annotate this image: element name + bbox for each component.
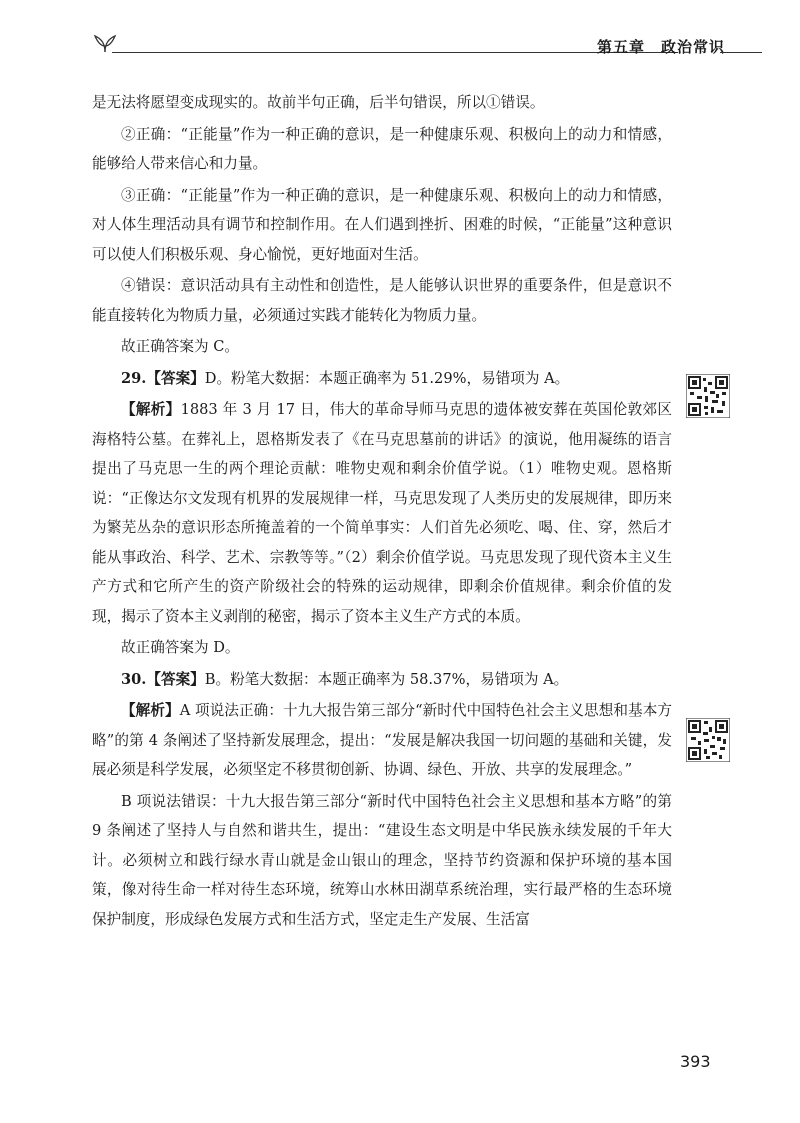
- paragraph-text: 是无法将愿望变成现实的。故前半句正确，后半句错误，所以①错误。: [92, 94, 545, 111]
- answer-tag: 【解析】: [121, 401, 181, 418]
- leaf-icon: [92, 32, 118, 54]
- qr-code-icon[interactable]: [686, 374, 730, 418]
- answer-explanation-body: [92, 88, 672, 936]
- answer-tag: 30.【答案】: [121, 670, 205, 688]
- paragraph: [92, 332, 672, 362]
- paragraph: [92, 181, 672, 270]
- paragraph: [92, 633, 672, 663]
- paragraph: [92, 665, 672, 695]
- header-rule-right: [720, 52, 762, 53]
- paragraph: [92, 271, 672, 330]
- paragraph-text: ③正确：“正能量”作为一种正确的意识，是一种健康乐观、积极向上的动力和情感，对人体生理活动具有调节和控制作用。在人们遇到挫折、困难的时候，“正能量”这种意识可以使人们积极乐观、身心愉悦，更好地面对生活。: [92, 186, 672, 263]
- paragraph-text: ②正确：“正能量”作为一种正确的意识，是一种健康乐观、积极向上的动力和情感，能够给人带来信心和力量。: [92, 125, 672, 172]
- paragraph-text: 故正确答案为 C。: [121, 338, 239, 355]
- paragraph-text: A 项说法正确：十九大报告第三部分“新时代中国特色社会主义思想和基本方略”的第 4 条阐述了坚持新发展理念，提出：“发展是解决我国一切问题的基础和关键，发展必须是科学发展，必须坚定不移贯彻创新、协调、绿色、开放、共享的发展理念。”: [92, 702, 672, 778]
- page-number: 393: [680, 1052, 711, 1071]
- paragraph-text: 1883 年 3 月 17 日，伟大的革命导师马克思的遗体被安葬在英国伦敦郊区海格特公墓。在葬礼上，恩格斯发表了《在马克思墓前的讲话》的演说，他用凝练的语言提出了马克思一生的两个理论贡献：唯物史观和剩余价值学说。（1）唯物史观。恩格斯说：“正像达尔文发现有机界的发展规律一样，马克思发现了人类历史的发展规律，即历来为繁芜丛杂的意识形态所掩盖着的一个简单事实：人们首先必须吃、喝、住、穿，然后才能从事政治、科学、艺术、宗教等等。”（2）剩余价值学说。马克思发现了现代资本主义生产方式和它所产生的资产阶级社会的特殊的运动规律，即剩余价值规律。剩余价值的发现，揭示了资本主义剥削的秘密，揭示了资本主义生产方式的本质。: [92, 401, 672, 625]
- paragraph-text: ④错误：意识活动具有主动性和创造性，是人能够认识世界的重要条件，但是意识不能直接转化为物质力量，必须通过实践才能转化为物质力量。: [92, 277, 672, 324]
- paragraph-text: B 项说法错误：十九大报告第三部分“新时代中国特色社会主义思想和基本方略”的第 9 条阐述了坚持人与自然和谐共生，提出：“建设生态文明是中华民族永续发展的千年大计。必须树立和践行绿水青山就是金山银山的理念，坚持节约资源和保护环境的基本国策，像对待生命一样对待生态环境，统筹山水林田湖草系统治理，实行最严格的生态环境保护制度，形成绿色发展方式和生活方式，坚定走生产发展、生活富: [92, 792, 672, 928]
- answer-tag: 29.【答案】: [121, 369, 205, 387]
- header-rule-left: [112, 52, 678, 53]
- paragraph: [92, 120, 672, 179]
- answer-tag: 【解析】: [121, 702, 180, 719]
- paragraph-text: D。粉笔大数据：本题正确率为 51.29%，易错项为 A。: [204, 369, 570, 387]
- paragraph: [92, 787, 672, 935]
- paragraph-text: B。粉笔大数据：本题正确率为 58.37%，易错项为 A。: [204, 670, 569, 688]
- paragraph: [92, 395, 672, 631]
- paragraph: [92, 696, 672, 785]
- paragraph-text: 故正确答案为 D。: [121, 639, 240, 656]
- paragraph: [92, 88, 672, 118]
- paragraph: [92, 364, 672, 394]
- qr-code-icon[interactable]: [686, 718, 730, 762]
- chapter-title: 第五章 政治常识: [597, 38, 726, 56]
